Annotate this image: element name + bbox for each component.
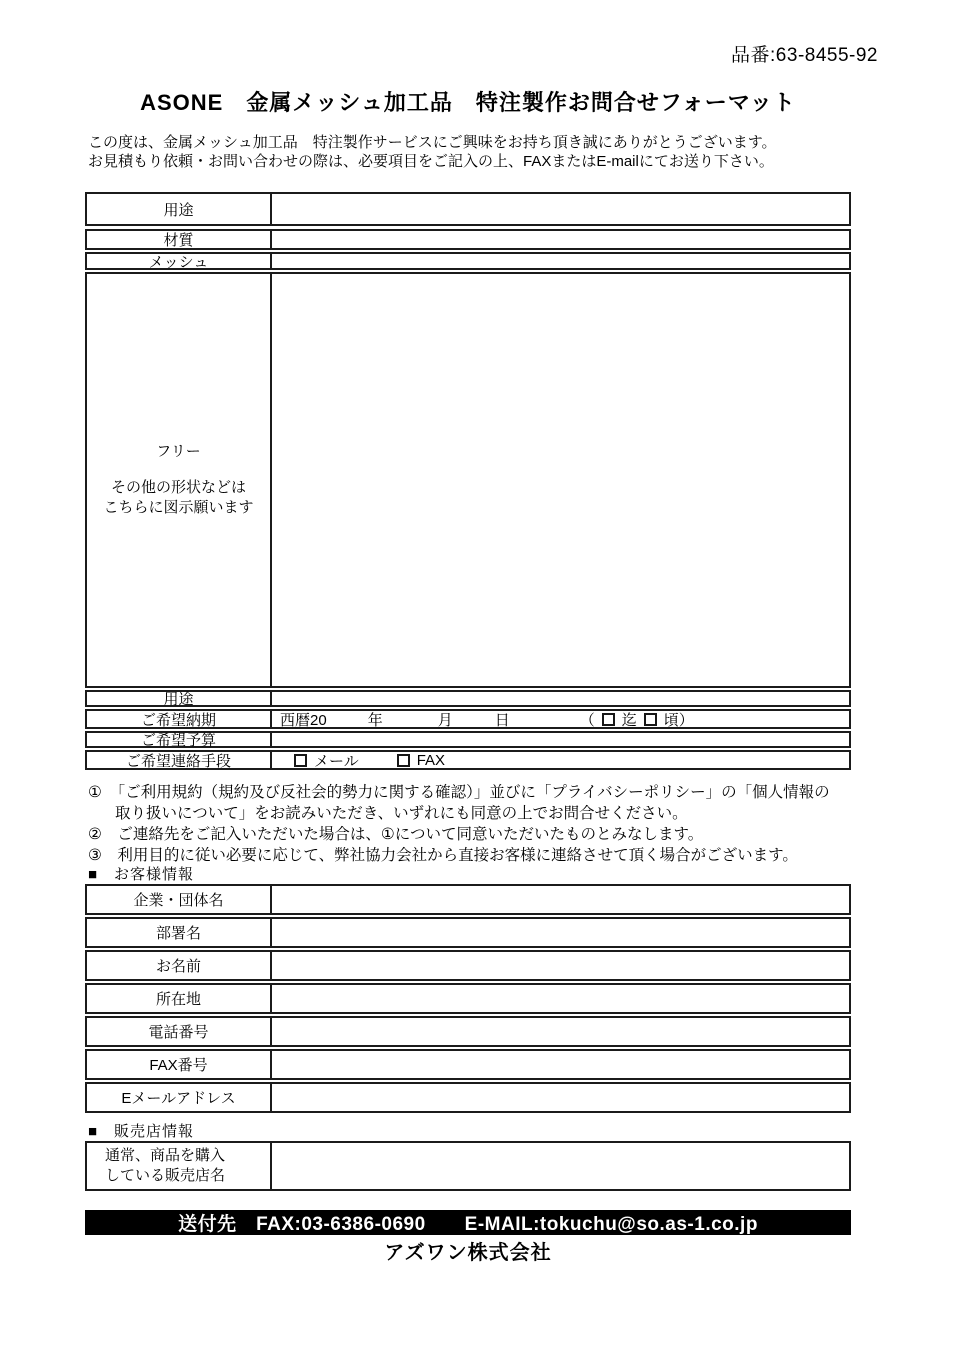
customer-info-table <box>85 884 851 1113</box>
deadline-until-checkbox[interactable] <box>602 713 615 726</box>
usage2-input-area[interactable] <box>272 692 849 705</box>
usage-input-area[interactable] <box>272 194 849 224</box>
contact-fax-checkbox[interactable] <box>397 754 410 767</box>
delivery-month-label: 月 <box>437 711 453 729</box>
name-label: お名前 <box>87 952 272 979</box>
spec-row-usage <box>85 192 851 226</box>
note-1-line-1: ① 「ご利用規約（規約及び反社会的勢力に関する確認）」並びに「プライバシーポリシー」の「個人情報の <box>88 784 830 801</box>
free-drawing-area[interactable] <box>272 274 849 686</box>
contact-mail-label: メール <box>314 752 359 770</box>
customer-row-email <box>85 1082 851 1113</box>
terms-notes <box>88 782 878 866</box>
delivery-era: 西暦20 <box>280 711 327 729</box>
customer-row-company <box>85 884 851 915</box>
delivery-date-label: ご希望納期 <box>87 711 272 727</box>
usage2-label: 用途 <box>87 692 272 705</box>
department-label: 部署名 <box>87 919 272 946</box>
delivery-day-label: 日 <box>494 711 510 729</box>
customer-row-phone <box>85 1016 851 1047</box>
company-input-area[interactable] <box>272 886 849 913</box>
contact-method-label: ご希望連絡手段 <box>87 752 272 768</box>
spec-row-budget <box>85 731 851 748</box>
department-input-area[interactable] <box>272 919 849 946</box>
free-label-line-2: こちらに図示願います <box>103 499 254 516</box>
budget-input-area[interactable] <box>272 733 849 746</box>
spec-row-usage2 <box>85 690 851 707</box>
free-label-line-1: その他の形状などは <box>110 479 246 496</box>
email-input-area[interactable] <box>272 1084 849 1111</box>
company-label: 企業・団体名 <box>87 886 272 913</box>
intro-text <box>88 133 777 171</box>
contact-fax-label: FAX <box>416 751 446 769</box>
budget-label: ご希望予算 <box>87 733 272 746</box>
free-label-title: フリー <box>156 443 201 460</box>
note-1-line-2: 取り扱いについて」をお読みいただき、いずれにも同意の上でお問合せください。 <box>115 805 688 822</box>
customer-row-name <box>85 950 851 981</box>
customer-row-department <box>85 917 851 948</box>
paren-open: （ <box>579 711 595 729</box>
customer-row-fax <box>85 1049 851 1080</box>
usage-label: 用途 <box>87 194 272 224</box>
customer-info-heading: ■ お客様情報 <box>88 866 195 883</box>
customer-row-address <box>85 983 851 1014</box>
phone-label: 電話番号 <box>87 1018 272 1045</box>
mesh-input-area[interactable] <box>272 254 849 268</box>
send-to-bar: 送付先 FAX:03-6386-0690 E-MAIL:tokuchu@so.as-1.co.jp <box>85 1210 851 1235</box>
intro-line-2: お見積もり依頼・お問い合わせの際は、必要項目をご記入の上、FAXまたはE-mailにてお送り下さい。 <box>88 153 774 170</box>
note-2: ② ご連絡先をご記入いただいた場合は、①について同意いただいたものとみなします。 <box>88 826 704 843</box>
part-number: 品番:63-8455-92 <box>731 45 878 66</box>
dealer-shop-input-area[interactable] <box>272 1143 849 1189</box>
spec-row-contact-method <box>85 750 851 770</box>
spec-row-free-drawing <box>85 272 851 688</box>
spec-row-material <box>85 229 851 250</box>
contact-mail-checkbox[interactable] <box>294 754 307 767</box>
mesh-label: メッシュ <box>87 254 272 268</box>
material-input-area[interactable] <box>272 231 849 248</box>
dealer-shop-label-line-1: 通常、商品を購入 <box>105 1147 226 1164</box>
dealer-shop-label-line-2: している販売店名 <box>105 1167 226 1184</box>
spec-table <box>85 192 851 770</box>
address-label: 所在地 <box>87 985 272 1012</box>
free-drawing-label <box>87 274 272 686</box>
company-name: アズワン株式会社 <box>384 1242 552 1264</box>
material-label: 材質 <box>87 231 272 248</box>
dealer-info-heading: ■ 販売店情報 <box>88 1123 195 1140</box>
note-3: ③ 利用目的に従い必要に応じて、弊社協力会社から直接お客様に連絡させて頂く場合がございます。 <box>88 847 798 864</box>
deadline-around-checkbox[interactable] <box>644 713 657 726</box>
email-label: Eメールアドレス <box>87 1084 272 1111</box>
deadline-around-label: 頃） <box>663 711 694 729</box>
address-input-area[interactable] <box>272 985 849 1012</box>
dealer-info-table <box>85 1141 851 1191</box>
fax-input-area[interactable] <box>272 1051 849 1078</box>
delivery-year-label: 年 <box>367 711 383 729</box>
dealer-row-shop <box>85 1141 851 1191</box>
dealer-shop-label <box>87 1143 272 1189</box>
contact-method-options <box>272 752 849 768</box>
delivery-deadline-type <box>580 709 694 730</box>
phone-input-area[interactable] <box>272 1018 849 1045</box>
deadline-until-label: 迄 <box>621 711 637 729</box>
spec-row-mesh <box>85 252 851 270</box>
spec-row-delivery-date <box>85 709 851 729</box>
name-input-area[interactable] <box>272 952 849 979</box>
fax-label: FAX番号 <box>87 1051 272 1078</box>
intro-line-1: この度は、金属メッシュ加工品 特注製作サービスにご興味をお持ち頂き誠にありがとうございます。 <box>88 134 777 151</box>
delivery-date-input-area[interactable] <box>272 711 849 727</box>
page-title: ASONE 金属メッシュ加工品 特注製作お問合せフォーマット <box>140 90 796 115</box>
